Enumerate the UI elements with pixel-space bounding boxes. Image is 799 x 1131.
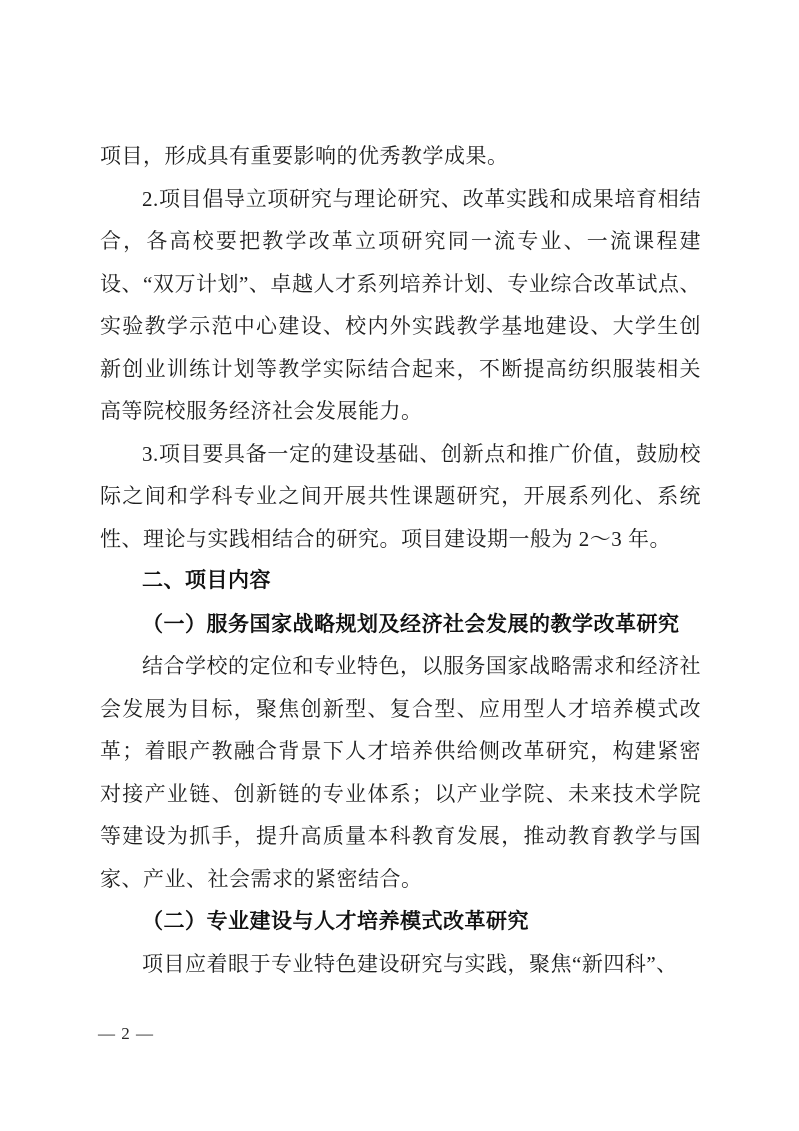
section-heading-project-content: 二、项目内容 (142, 569, 271, 592)
page-number: — 2 — (98, 1024, 154, 1043)
paragraph-continuation: 项目，形成具有重要影响的优秀教学成果。 (100, 144, 509, 168)
paragraph-point-2: 2.项目倡导立项研究与理论研究、改革实践和成果培育相结合，各高校要把教学改革立项研究同一流专业、一流课程建设、“双万计划”、卓越人才系列培养计划、专业综合改革试点、实验教学示范中心建设、校内外实践教学基地建设、大学生创新创业训练计划等教学实际结合起来，不断提高纺织服装相关高等院校服务经济社会发展能力。 (100, 186, 701, 423)
subsection-heading-2: （二）专业建设与人才培养模式改革研究 (142, 909, 529, 933)
document-body (100, 135, 701, 985)
paragraph-subsection-1-body: 结合学校的定位和专业特色，以服务国家战略需求和经济社会发展为目标，聚焦创新型、复合型、应用型人才培养模式改革；着眼产教融合背景下人才培养供给侧改革研究，构建紧密对接产业链、创新链的专业体系；以产业学院、未来技术学院等建设为抓手，提升高质量本科教育发展，推动教育教学与国家、产业、社会需求的紧密结合。 (100, 654, 701, 891)
paragraph-point-3: 3.项目要具备一定的建设基础、创新点和推广价值，鼓励校际之间和学科专业之间开展共性课题研究，开展系列化、系统性、理论与实践相结合的研究。项目建设期一般为 2～3 年。 (100, 441, 701, 551)
subsection-heading-1: （一）服务国家战略规划及经济社会发展的教学改革研究 (142, 611, 680, 636)
paragraph-subsection-2-body: 项目应着眼于专业特色建设研究与实践，聚焦“新四科”、 (142, 951, 678, 976)
